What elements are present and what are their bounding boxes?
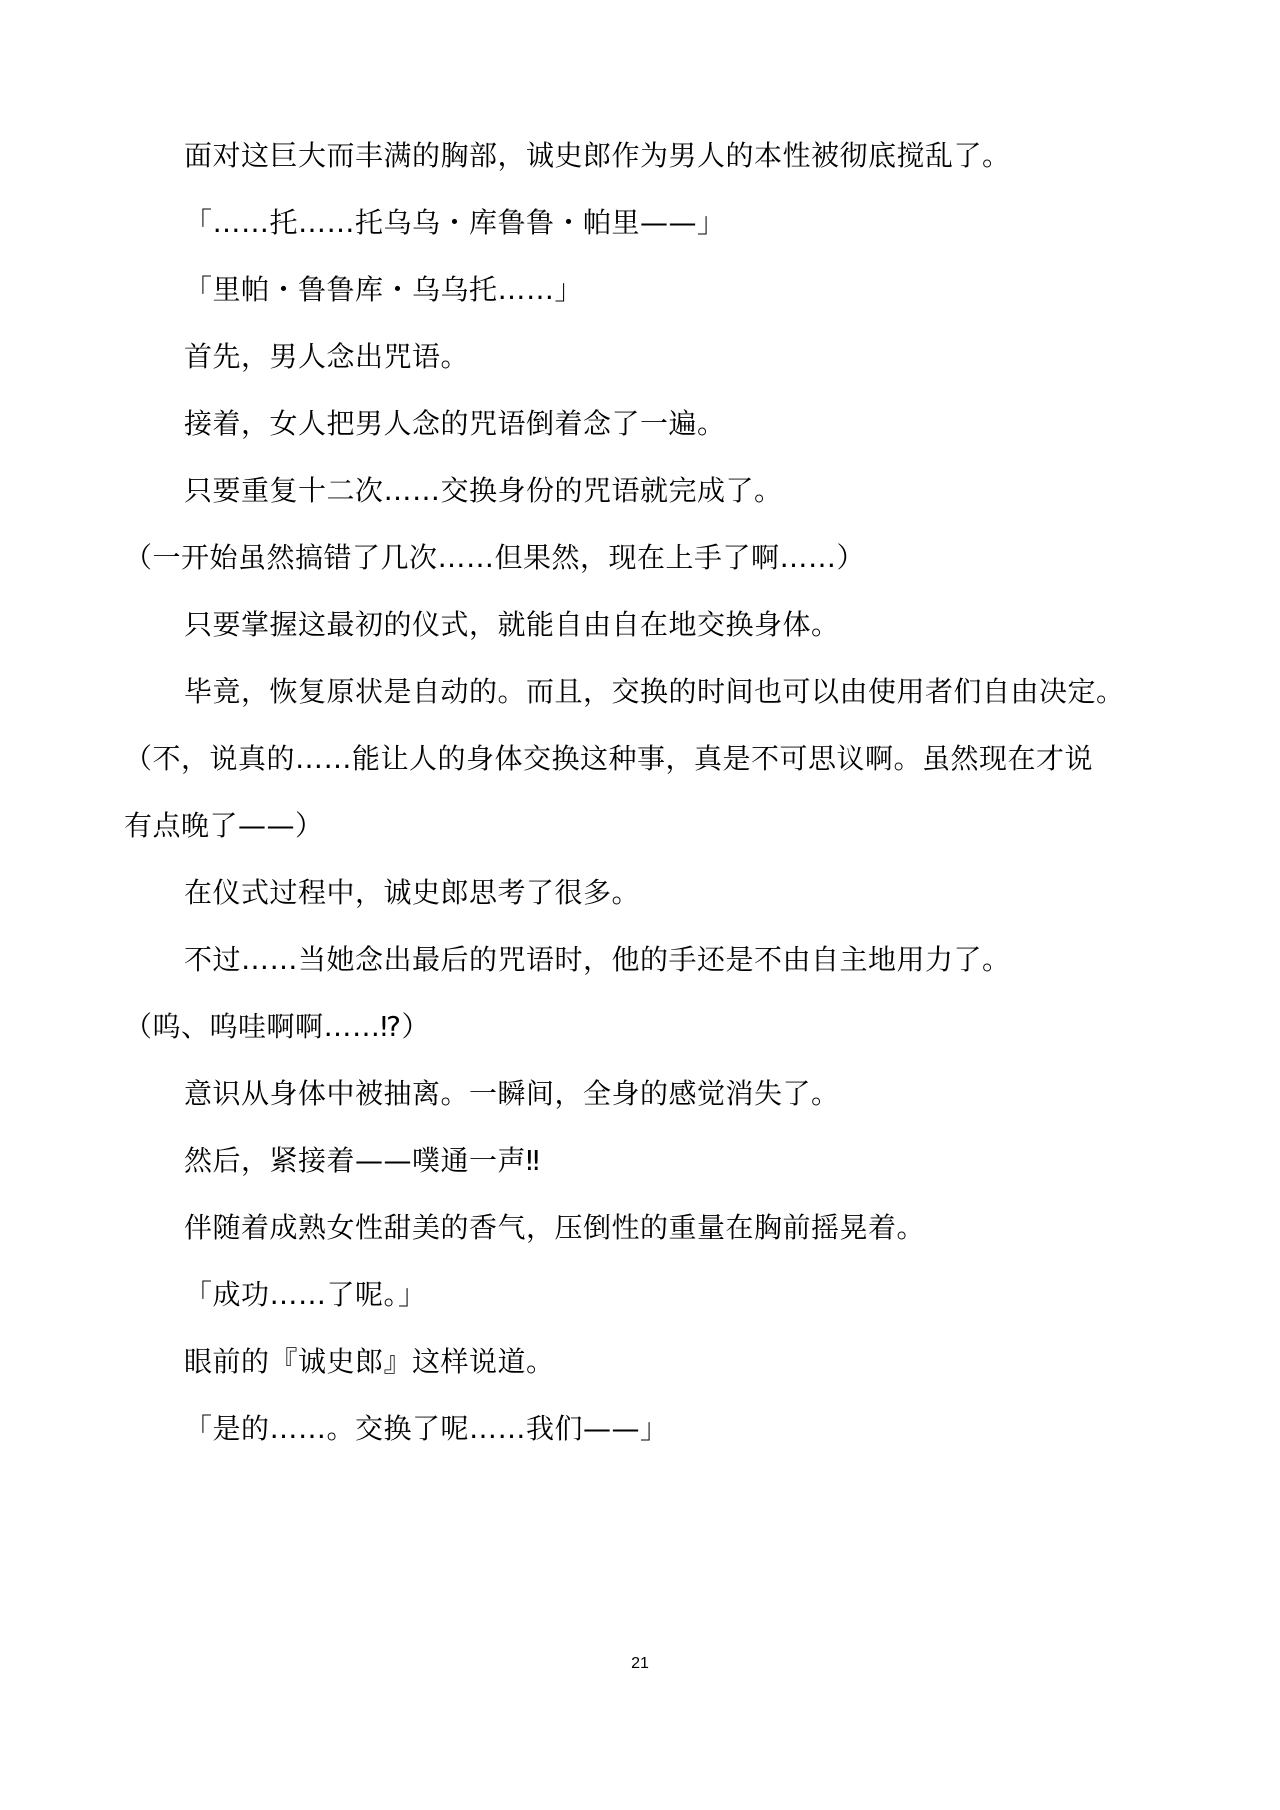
text-line: 毕竟，恢复原状是自动的。而且，交换的时间也可以由使用者们自由决定。 [184, 675, 1125, 708]
text-line: 首先，男人念出咒语。 [184, 340, 470, 373]
thought-line: （呜、呜哇啊啊……⁉） [124, 1010, 431, 1043]
thought-line: （一开始虽然搞错了几次……但果然，现在上手了啊……） [124, 541, 866, 574]
text-line: 接着，女人把男人念的咒语倒着念了一遍。 [184, 407, 726, 440]
thought-line-continued: 有点晚了——） [124, 809, 324, 842]
dialogue-line: 「成功……了呢。」 [184, 1278, 427, 1311]
thought-line: （不，说真的……能让人的身体交换这种事，真是不可思议啊。虽然现在才说 [124, 742, 1094, 775]
dialogue-line: 「……托……托乌乌・库鲁鲁・帕里——」 [184, 206, 726, 239]
page-number: 21 [631, 1655, 649, 1672]
text-line: 然后，紧接着——噗通一声‼ [184, 1144, 541, 1177]
text-line: 在仪式过程中，诚史郎思考了很多。 [184, 876, 641, 909]
text-line: 只要重复十二次……交换身份的咒语就完成了。 [184, 474, 783, 507]
text-line: 眼前的『诚史郎』这样说道。 [184, 1345, 555, 1378]
text-line: 意识从身体中被抽离。一瞬间，全身的感觉消失了。 [184, 1077, 840, 1110]
dialogue-line: 「是的……。交换了呢……我们——」 [184, 1412, 669, 1445]
dialogue-line: 「里帕・鲁鲁库・乌乌托……」 [184, 273, 584, 306]
text-line: 不过……当她念出最后的咒语时，他的手还是不由自主地用力了。 [184, 943, 1011, 976]
text-line: 伴随着成熟女性甜美的香气，压倒性的重量在胸前摇晃着。 [184, 1211, 926, 1244]
text-line: 面对这巨大而丰满的胸部，诚史郎作为男人的本性被彻底搅乱了。 [184, 139, 1011, 172]
text-line: 只要掌握这最初的仪式，就能自由自在地交换身体。 [184, 608, 840, 641]
